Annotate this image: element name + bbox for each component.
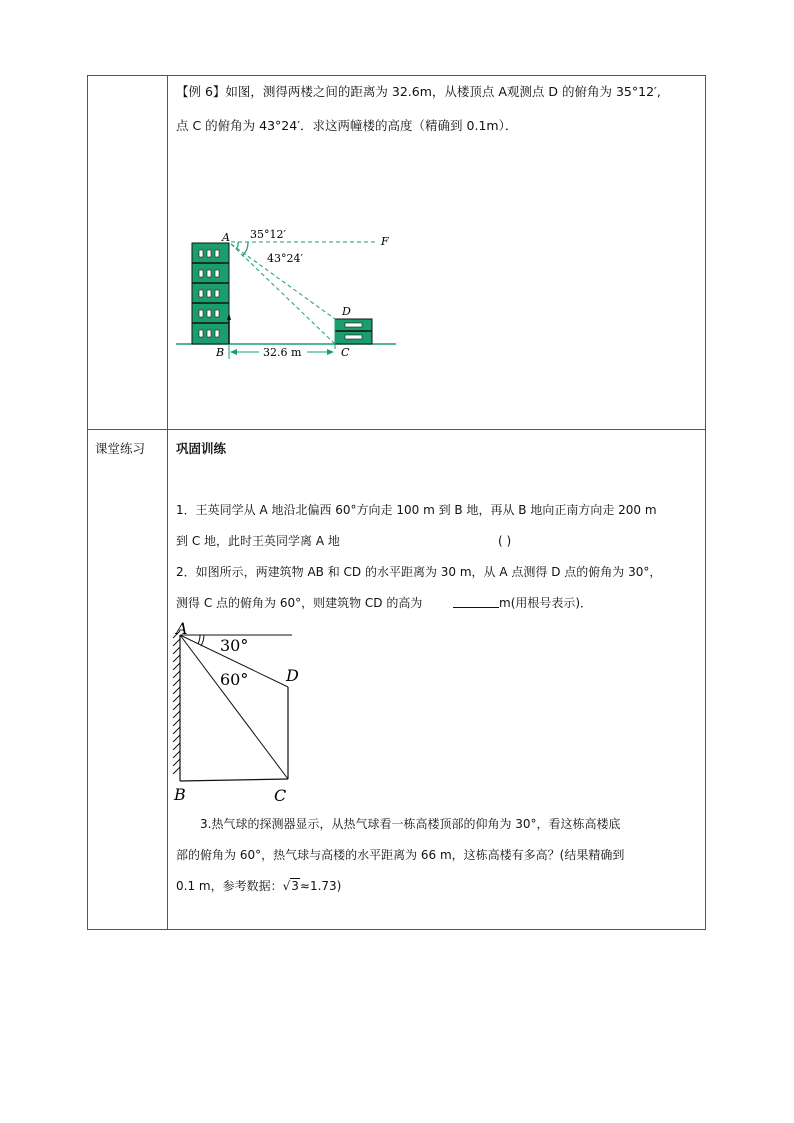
angle-label-30: 30°: [220, 636, 249, 655]
label-B2: B: [174, 785, 186, 804]
angle-label-60: 60°: [220, 670, 249, 689]
angle-label-43: 43°24′: [267, 252, 303, 265]
angle-arc-30: [198, 635, 200, 644]
section-title: 巩固训练: [176, 441, 227, 456]
building-figure: [176, 225, 406, 365]
tall-building: [192, 243, 231, 344]
question-2-line-2-end: m(用根号表示)．: [499, 596, 593, 610]
fill-in-blank-line: [453, 607, 499, 608]
question-3-line-2: 部的俯角为 60°，热气球与高楼的水平距离为 66 m，这栋高楼有多高？(结果精确到: [176, 848, 625, 862]
example-line-2: 点 C 的俯角为 43°24′．求这两幢楼的高度（精确到 0.1m）．: [176, 118, 518, 133]
sqrt-radicand: 3: [291, 879, 299, 893]
label-C2: C: [274, 786, 287, 805]
label-C: C: [341, 346, 350, 359]
question-3-line-3: [176, 877, 341, 895]
question-1-line-1: 1．王英同学从 A 地沿北偏西 60°方向走 100 m 到 B 地，再从 B 地向正南方向走 200 m: [176, 503, 657, 517]
label-D2: D: [286, 666, 299, 685]
building-figure-2: [170, 618, 300, 806]
row-divider: [88, 429, 705, 430]
reference-data-prefix: 0.1 m，参考数据：: [176, 879, 283, 893]
label-A: A: [222, 231, 230, 244]
label-D: D: [342, 305, 351, 318]
question-3-line-1: 3.热气球的探测器显示，从热气球看一栋高楼顶部的仰角为 30°，看这栋高楼底: [200, 817, 621, 831]
short-building: [335, 319, 372, 344]
column-divider: [167, 76, 168, 929]
sqrt-symbol: √: [282, 879, 291, 893]
label-A2: A: [176, 619, 188, 638]
answer-blank: ( ): [498, 534, 512, 548]
question-1-line-2: 到 C 地，此时王英同学离 A 地: [176, 534, 340, 548]
angle-label-35: 35°12′: [250, 228, 286, 241]
example-line-1: 【例 6】如图，测得两楼之间的距离为 32.6m，从楼顶点 A观测点 D 的俯角为 35°12′,: [176, 84, 661, 99]
angle-arc-35: [236, 242, 238, 249]
row-label-practice: 课堂练习: [95, 441, 146, 456]
reference-data-suffix: ≈1.73): [299, 879, 342, 893]
distance-label: 32.6 m: [263, 346, 302, 359]
question-2-line-2-start: 测得 C 点的俯角为 60°，则建筑物 CD 的高为: [176, 596, 423, 610]
question-2-line-1: 2．如图所示，两建筑物 AB 和 CD 的水平距离为 30 m，从 A 点测得 D 点的俯角为 30°，: [176, 565, 662, 579]
label-F: F: [381, 235, 389, 248]
label-B: B: [216, 346, 225, 359]
